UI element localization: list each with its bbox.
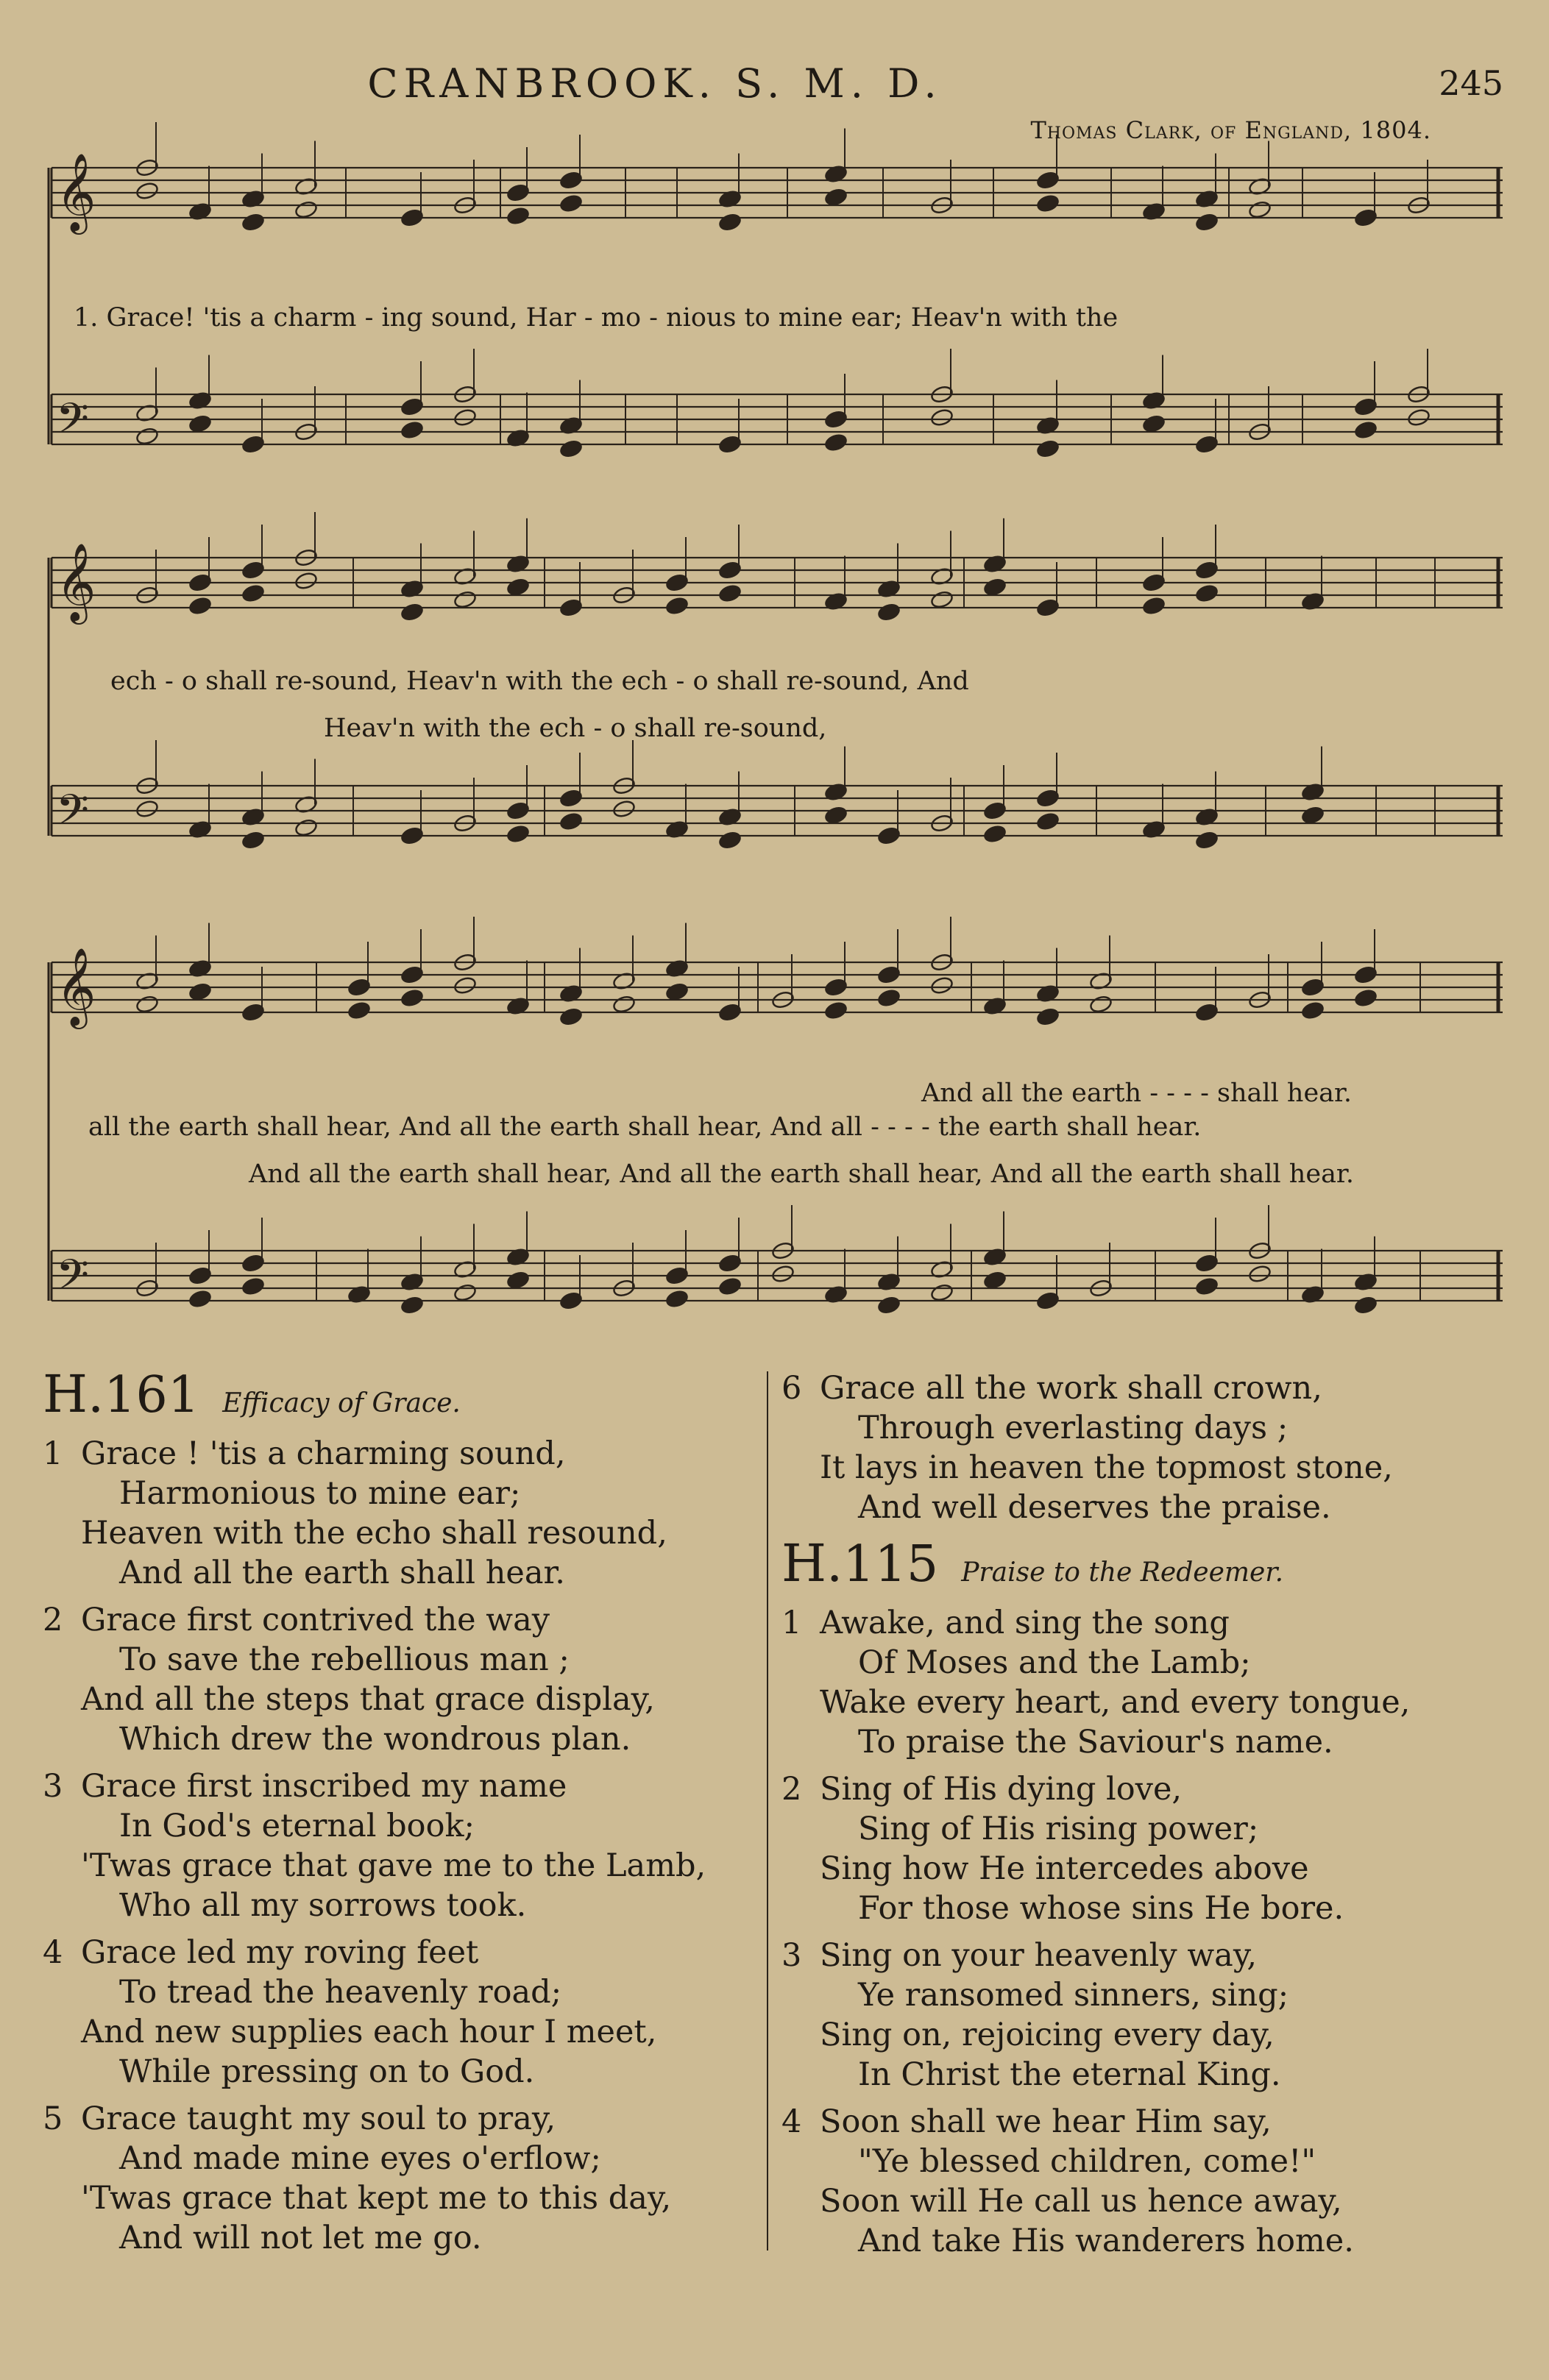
stanza-number: 1 (781, 1605, 802, 1641)
note-head (241, 583, 265, 603)
note-head (135, 995, 159, 1014)
note-head (241, 831, 265, 850)
stanza-line: And made mine eyes o'erflow; (119, 2140, 601, 2177)
stanza-line-text: Soon shall we hear Him say, (820, 2103, 1272, 2140)
stanza-line (781, 1368, 1517, 1408)
stanza-line: 'Twas grace that gave me to the Lamb, (81, 1847, 706, 1884)
stanza (781, 1368, 1517, 1527)
stanza-number: 3 (43, 1768, 63, 1805)
system3-lyrics-b: all the earth shall hear, And all the earth shall hear, And all - - - - the earth shall hear. (88, 1112, 1202, 1142)
stanza-line (781, 1769, 1517, 1809)
note-head (877, 603, 901, 622)
hymn-title: Efficacy of Grace. (222, 1388, 461, 1418)
stanza-line: "Ye blessed children, come!" (858, 2143, 1316, 2180)
stanza (43, 1600, 756, 1759)
stanza-line: Through everlasting days ; (858, 1410, 1289, 1446)
stanza-line: Wake every heart, and every tongue, (820, 1684, 1411, 1721)
bass-clef-icon: 𝄢 (56, 785, 90, 845)
note-head (983, 824, 1007, 843)
note-head (824, 1001, 848, 1020)
column-divider (767, 1371, 768, 2251)
stanza-line: Who all my sorrows took. (119, 1887, 527, 1924)
stanza-line: Harmonious to mine ear; (119, 1475, 521, 1512)
note-head (1301, 806, 1325, 825)
note-head (930, 976, 954, 995)
composer-credit: Thomas Clark, of England, 1804. (1030, 116, 1431, 144)
note-head (453, 976, 477, 995)
page-number: 245 (1439, 63, 1503, 103)
stanza-line: It lays in heaven the topmost stone, (820, 1449, 1393, 1486)
stanza (781, 1936, 1517, 2095)
hymn-161-stanzas (43, 1434, 756, 2258)
note-head (400, 1296, 424, 1315)
system1-lyrics: 1. Grace! 'tis a charm - ing sound, Har - mo - nious to mine ear; Heav'n with the (74, 303, 1119, 333)
note-head (400, 988, 424, 1007)
stanza-line: To tread the heavenly road; (119, 1974, 562, 2011)
note-head (559, 1007, 583, 1026)
stanza (43, 1766, 756, 1925)
note-head (1354, 988, 1378, 1007)
note-head (241, 1276, 265, 1296)
note-head (294, 200, 318, 219)
note-head (1142, 596, 1166, 615)
stanza-line-text: Grace taught my soul to pray, (81, 2100, 556, 2137)
stanza-line: 'Twas grace that kept me to this day, (81, 2180, 672, 2217)
note-head (506, 824, 530, 843)
stanza-line-text: Grace led my roving feet (81, 1934, 479, 1971)
note-head (294, 571, 318, 590)
stanza-line: Ye ransomed sinners, sing; (858, 1977, 1289, 2014)
treble-clef-icon: 𝄞 (56, 542, 96, 621)
stanza-number: 4 (43, 1934, 63, 1971)
note-head (1195, 831, 1219, 850)
note-head (930, 590, 954, 609)
stanza-line: Sing of His rising power; (858, 1811, 1259, 1847)
note-head (135, 799, 159, 818)
stanza-line: In Christ the eternal King. (858, 2056, 1281, 2093)
note-head (453, 1283, 477, 1302)
treble-clef-icon: 𝄞 (56, 152, 96, 231)
stanza (43, 1933, 756, 2092)
note-head (188, 1289, 212, 1308)
stanza-number: 4 (781, 2103, 802, 2140)
note-head (824, 188, 848, 207)
note-head (665, 982, 689, 1001)
note-head (612, 995, 636, 1014)
stanza-line: Heaven with the echo shall resound, (81, 1515, 667, 1552)
stanza-line: To save the rebellious man ; (119, 1641, 570, 1678)
stanza-line-text: Awake, and sing the song (820, 1605, 1230, 1641)
stanza (43, 2099, 756, 2258)
stanza-number: 3 (781, 1937, 802, 1974)
treble-clef-icon: 𝄞 (56, 947, 96, 1026)
stanza (781, 1603, 1517, 1762)
stanza-number: 6 (781, 1370, 802, 1407)
stanza-line (781, 2102, 1517, 2142)
note-head (506, 206, 530, 225)
stanza-line: And well deserves the praise. (858, 1489, 1331, 1526)
hymn-number: H.161 (43, 1364, 200, 1424)
stanza-line (43, 1766, 756, 1806)
note-head (983, 578, 1007, 597)
stanza-line (781, 1603, 1517, 1643)
stanza-number: 1 (43, 1435, 63, 1472)
hymn-161 (43, 1364, 756, 2265)
stanza-line-text: Grace ! 'tis a charming sound, (81, 1435, 566, 1472)
note-head (665, 596, 689, 615)
stanza (781, 2102, 1517, 2261)
system3-lyrics-a: And all the earth - - - - shall hear. (921, 1079, 1353, 1108)
stanza-line: Of Moses and the Lamb; (858, 1644, 1251, 1681)
stanza-line: To praise the Saviour's name. (858, 1724, 1333, 1761)
bass-clef-icon: 𝄢 (56, 394, 90, 454)
note-head (877, 988, 901, 1007)
note-head (188, 982, 212, 1001)
stanza-line-text: Grace all the work shall crown, (820, 1370, 1322, 1407)
note-head (135, 181, 159, 200)
stanza-line: And take His wanderers home. (858, 2223, 1354, 2259)
stanza-line: And new supplies each hour I meet, (81, 2014, 657, 2050)
note-head (559, 439, 583, 458)
note-head (1142, 414, 1166, 433)
note-head (559, 193, 583, 213)
note-head (718, 213, 742, 232)
note-head (188, 596, 212, 615)
note-head (241, 213, 265, 232)
note-head (1036, 193, 1060, 213)
note-head (1248, 200, 1272, 219)
note-head (1301, 1001, 1325, 1020)
hymn-161-stanza-6 (781, 1368, 1517, 1527)
note-head (1354, 1296, 1378, 1315)
stanza-line: Sing on, rejoicing every day, (820, 2017, 1275, 2053)
stanza-line (43, 1600, 756, 1640)
note-head (718, 583, 742, 603)
note-head (930, 408, 954, 427)
system2-lyrics-bottom: Heav'n with the ech - o shall re-sound, (324, 714, 827, 743)
note-head (1195, 583, 1219, 603)
stanza-line: And all the earth shall hear. (119, 1555, 565, 1591)
note-head (1036, 1007, 1060, 1026)
note-head (1036, 811, 1060, 831)
note-head (718, 831, 742, 850)
note-head (400, 420, 424, 439)
hymn-115-stanzas (781, 1603, 1517, 2261)
stanza-line (43, 2099, 756, 2139)
note-head (453, 590, 477, 609)
stanza-number: 2 (781, 1771, 802, 1808)
system2-lyrics-top: ech - o shall re-sound, Heav'n with the ech - o shall re-sound, And (110, 667, 969, 696)
note-head (135, 427, 159, 446)
note-head (453, 408, 477, 427)
note-head (771, 1264, 795, 1283)
note-head (347, 1001, 371, 1020)
stanza-line: For those whose sins He bore. (858, 1890, 1344, 1927)
stanza-line-text: Sing on your heavenly way, (820, 1937, 1258, 1974)
stanza-number: 5 (43, 2100, 63, 2137)
note-head (188, 414, 212, 433)
note-head (877, 1296, 901, 1315)
note-head (824, 806, 848, 825)
stanza-line (43, 1434, 756, 1474)
stanza-line: While pressing on to God. (119, 2053, 535, 2090)
bass-clef-icon: 𝄢 (56, 1250, 90, 1310)
hymn-number: H.115 (781, 1533, 939, 1594)
note-head (1248, 1264, 1272, 1283)
stanza (781, 1769, 1517, 1928)
note-head (1036, 439, 1060, 458)
stanza-number: 2 (43, 1602, 63, 1638)
hymn-title: Praise to the Redeemer. (961, 1557, 1284, 1588)
note-head (824, 433, 848, 452)
hymn-115-heading (781, 1533, 1517, 1594)
note-head (294, 818, 318, 837)
stanza-line (43, 1933, 756, 1972)
stanza-line: Sing how He intercedes above (820, 1850, 1309, 1887)
stanza-line: And all the steps that grace display, (81, 1681, 655, 1718)
note-head (506, 1271, 530, 1290)
note-head (718, 1276, 742, 1296)
note-head (400, 603, 424, 622)
stanza-line-text: Sing of His dying love, (820, 1771, 1183, 1808)
stanza (43, 1434, 756, 1593)
note-head (1407, 408, 1431, 427)
note-head (1195, 213, 1219, 232)
stanza-line-text: Grace first contrived the way (81, 1602, 550, 1638)
hymn-161-continued (781, 1368, 1517, 2268)
stanza-line (781, 1936, 1517, 1975)
note-head (506, 578, 530, 597)
stanza-line: Soon will He call us hence away, (820, 2183, 1342, 2220)
note-head (559, 811, 583, 831)
tune-title: CRANBROOK. S. M. D. (367, 60, 943, 107)
stanza-line: In God's eternal book; (119, 1808, 475, 1844)
note-head (930, 1283, 954, 1302)
hymn-161-heading (43, 1364, 756, 1424)
stanza-line: And will not let me go. (119, 2220, 482, 2256)
note-head (1195, 1276, 1219, 1296)
note-head (1354, 420, 1378, 439)
note-head (665, 1289, 689, 1308)
stanza-line: Which drew the wondrous plan. (119, 1721, 631, 1758)
note-head (983, 1271, 1007, 1290)
system3-lyrics-c: And all the earth shall hear, And all the earth shall hear, And all the earth shall hear. (249, 1159, 1354, 1189)
note-head (612, 799, 636, 818)
note-head (1089, 995, 1113, 1014)
stanza-line-text: Grace first inscribed my name (81, 1768, 567, 1805)
